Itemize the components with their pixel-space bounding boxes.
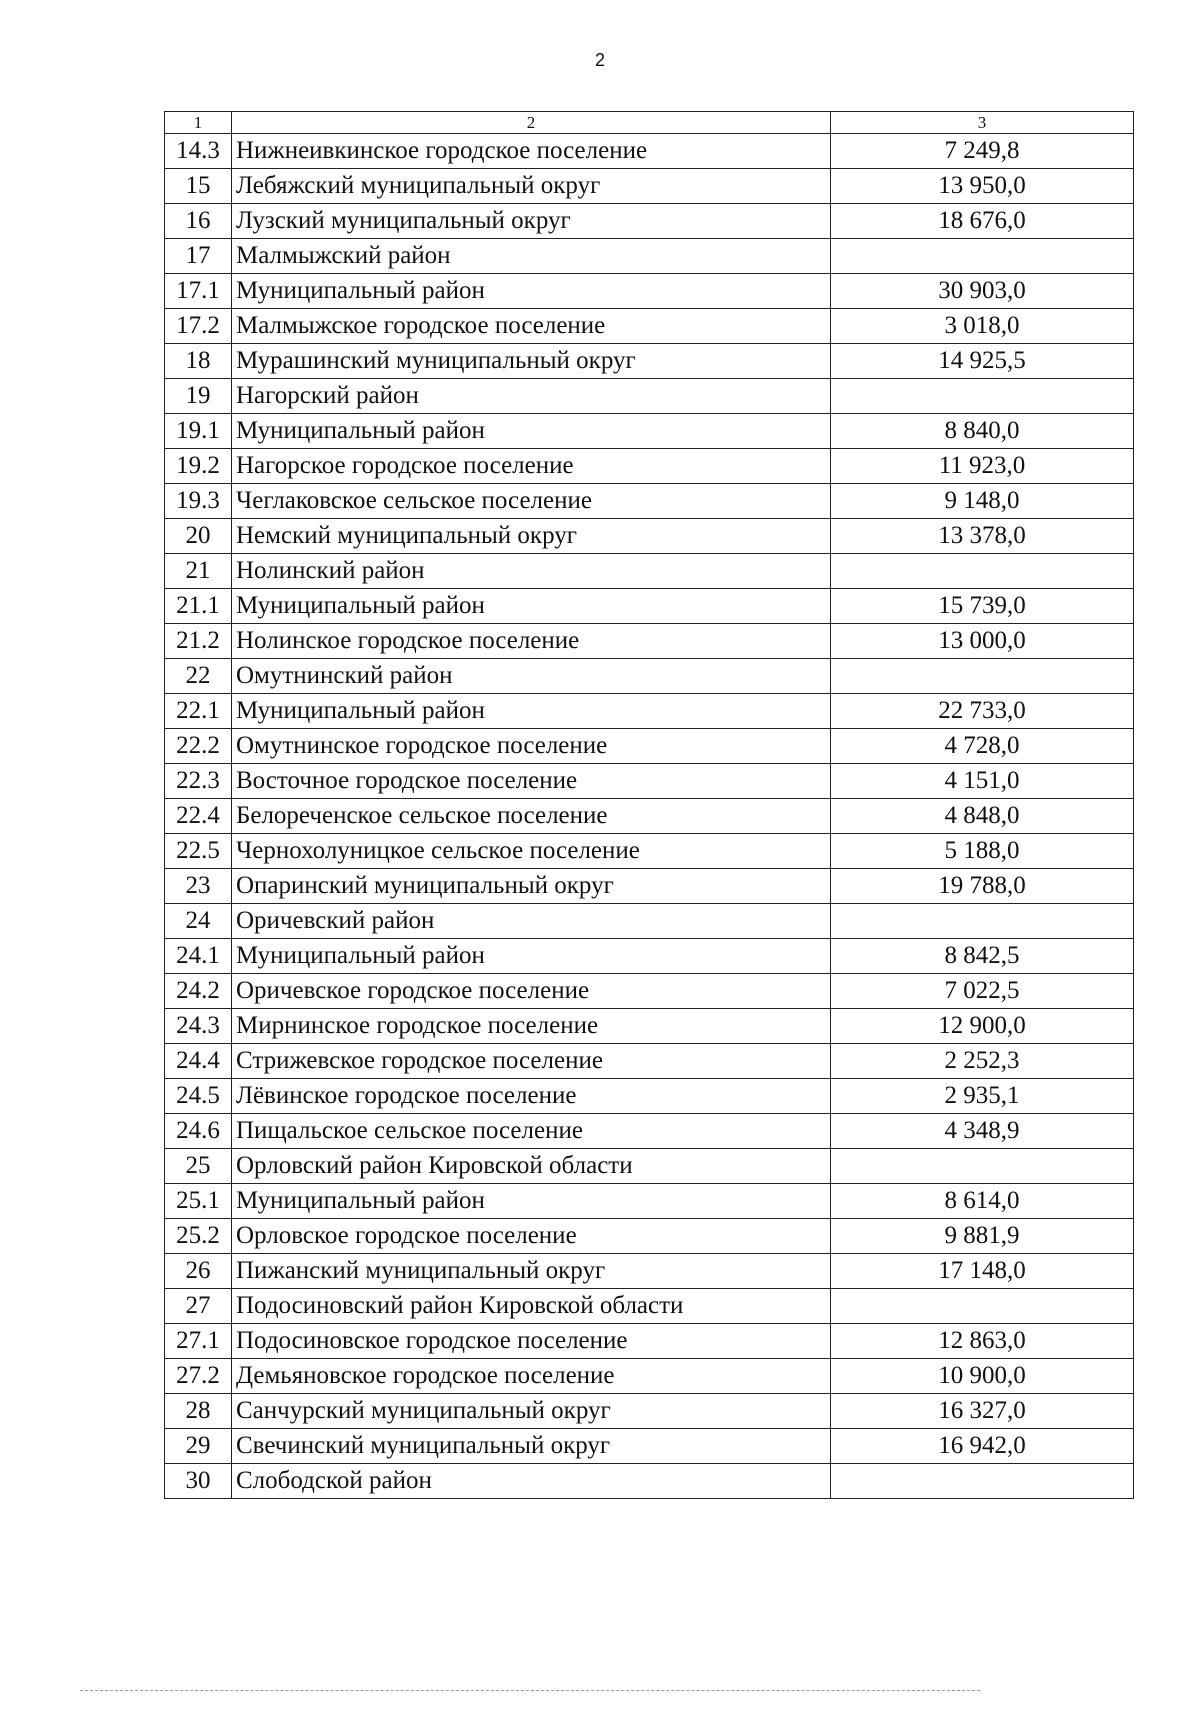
row-number-cell: 30	[165, 1464, 232, 1499]
row-number-cell: 24.3	[165, 1009, 232, 1044]
row-value-cell: 30 903,0	[831, 274, 1134, 309]
row-name-cell: Свечинский муниципальный округ	[232, 1429, 831, 1464]
table-row	[165, 1289, 1134, 1324]
table-row	[165, 1254, 1134, 1289]
table-row	[165, 1324, 1134, 1359]
row-value-cell: 9 148,0	[831, 484, 1134, 519]
row-value-cell: 19 788,0	[831, 869, 1134, 904]
table-row	[165, 589, 1134, 624]
row-number-cell: 22.2	[165, 729, 232, 764]
row-name-cell: Белореченское сельское поселение	[232, 799, 831, 834]
row-value-cell: 12 863,0	[831, 1324, 1134, 1359]
scan-artifact-line	[80, 1690, 980, 1693]
row-number-cell: 22	[165, 659, 232, 694]
header-cell-value: 3	[831, 112, 1134, 134]
row-number-cell: 20	[165, 519, 232, 554]
row-name-cell: Оричевский район	[232, 904, 831, 939]
row-number-cell: 22.3	[165, 764, 232, 799]
data-table	[164, 111, 1134, 1499]
row-name-cell: Муниципальный район	[232, 1184, 831, 1219]
row-name-cell: Нижнеивкинское городское поселение	[232, 134, 831, 169]
header-cell-name: 2	[232, 112, 831, 134]
table-row	[165, 239, 1134, 274]
table-row	[165, 169, 1134, 204]
row-name-cell: Лузский муниципальный округ	[232, 204, 831, 239]
row-name-cell: Лебяжский муниципальный округ	[232, 169, 831, 204]
row-number-cell: 27.2	[165, 1359, 232, 1394]
row-name-cell: Муниципальный район	[232, 414, 831, 449]
row-name-cell: Орловский район Кировской области	[232, 1149, 831, 1184]
row-name-cell: Орловское городское поселение	[232, 1219, 831, 1254]
row-number-cell: 23	[165, 869, 232, 904]
table-row	[165, 1114, 1134, 1149]
row-number-cell: 21.1	[165, 589, 232, 624]
row-number-cell: 25	[165, 1149, 232, 1184]
row-number-cell: 29	[165, 1429, 232, 1464]
table-header-row	[165, 112, 1134, 134]
table-row	[165, 1079, 1134, 1114]
row-value-cell	[831, 1464, 1134, 1499]
row-value-cell: 8 614,0	[831, 1184, 1134, 1219]
row-value-cell: 4 728,0	[831, 729, 1134, 764]
row-number-cell: 27.1	[165, 1324, 232, 1359]
row-name-cell: Чеглаковское сельское поселение	[232, 484, 831, 519]
table-row	[165, 1359, 1134, 1394]
row-value-cell: 16 327,0	[831, 1394, 1134, 1429]
row-value-cell: 10 900,0	[831, 1359, 1134, 1394]
table-row	[165, 799, 1134, 834]
table-row	[165, 1429, 1134, 1464]
table-row	[165, 344, 1134, 379]
table-row	[165, 694, 1134, 729]
row-name-cell: Муниципальный район	[232, 939, 831, 974]
row-value-cell	[831, 659, 1134, 694]
row-number-cell: 16	[165, 204, 232, 239]
row-name-cell: Омутнинский район	[232, 659, 831, 694]
table-row	[165, 379, 1134, 414]
row-name-cell: Малмыжский район	[232, 239, 831, 274]
row-number-cell: 22.4	[165, 799, 232, 834]
row-name-cell: Оричевское городское поселение	[232, 974, 831, 1009]
row-number-cell: 24.1	[165, 939, 232, 974]
row-value-cell	[831, 904, 1134, 939]
row-number-cell: 15	[165, 169, 232, 204]
row-name-cell: Подосиновский район Кировской области	[232, 1289, 831, 1324]
row-name-cell: Мурашинский муниципальный округ	[232, 344, 831, 379]
table-row	[165, 309, 1134, 344]
row-number-cell: 25.2	[165, 1219, 232, 1254]
row-number-cell: 24.4	[165, 1044, 232, 1079]
row-name-cell: Восточное городское поселение	[232, 764, 831, 799]
row-name-cell: Малмыжское городское поселение	[232, 309, 831, 344]
row-value-cell: 9 881,9	[831, 1219, 1134, 1254]
row-number-cell: 28	[165, 1394, 232, 1429]
row-name-cell: Чернохолуницкое сельское поселение	[232, 834, 831, 869]
row-number-cell: 24.2	[165, 974, 232, 1009]
row-value-cell: 4 348,9	[831, 1114, 1134, 1149]
row-value-cell: 12 900,0	[831, 1009, 1134, 1044]
row-number-cell: 17.1	[165, 274, 232, 309]
table-row	[165, 1394, 1134, 1429]
row-value-cell	[831, 554, 1134, 589]
row-number-cell: 19	[165, 379, 232, 414]
row-value-cell	[831, 1149, 1134, 1184]
row-value-cell: 16 942,0	[831, 1429, 1134, 1464]
row-number-cell: 18	[165, 344, 232, 379]
row-name-cell: Муниципальный район	[232, 589, 831, 624]
row-name-cell: Демьяновское городское поселение	[232, 1359, 831, 1394]
row-value-cell: 13 378,0	[831, 519, 1134, 554]
row-name-cell: Подосиновское городское поселение	[232, 1324, 831, 1359]
table-row	[165, 1219, 1134, 1254]
row-number-cell: 24.6	[165, 1114, 232, 1149]
table-row	[165, 134, 1134, 169]
row-name-cell: Немский муниципальный округ	[232, 519, 831, 554]
row-name-cell: Муниципальный район	[232, 694, 831, 729]
row-number-cell: 22.1	[165, 694, 232, 729]
row-value-cell: 22 733,0	[831, 694, 1134, 729]
row-number-cell: 19.2	[165, 449, 232, 484]
table-row	[165, 554, 1134, 589]
table-row	[165, 869, 1134, 904]
row-number-cell: 17.2	[165, 309, 232, 344]
row-name-cell: Пижанский муниципальный округ	[232, 1254, 831, 1289]
table-row	[165, 764, 1134, 799]
row-value-cell: 4 848,0	[831, 799, 1134, 834]
table-row	[165, 519, 1134, 554]
table-row	[165, 449, 1134, 484]
row-value-cell: 15 739,0	[831, 589, 1134, 624]
row-value-cell: 17 148,0	[831, 1254, 1134, 1289]
table-body	[165, 112, 1134, 1499]
row-number-cell: 22.5	[165, 834, 232, 869]
row-number-cell: 19.3	[165, 484, 232, 519]
row-value-cell: 5 188,0	[831, 834, 1134, 869]
table-row	[165, 939, 1134, 974]
row-name-cell: Слободской район	[232, 1464, 831, 1499]
row-value-cell: 7 249,8	[831, 134, 1134, 169]
table-row	[165, 729, 1134, 764]
row-value-cell: 14 925,5	[831, 344, 1134, 379]
row-name-cell: Муниципальный район	[232, 274, 831, 309]
header-cell-number: 1	[165, 112, 232, 134]
table-row	[165, 974, 1134, 1009]
row-value-cell: 8 842,5	[831, 939, 1134, 974]
table-row	[165, 834, 1134, 869]
row-number-cell: 25.1	[165, 1184, 232, 1219]
row-name-cell: Нагорское городское поселение	[232, 449, 831, 484]
row-value-cell: 13 950,0	[831, 169, 1134, 204]
row-name-cell: Стрижевское городское поселение	[232, 1044, 831, 1079]
row-value-cell	[831, 379, 1134, 414]
row-number-cell: 14.3	[165, 134, 232, 169]
table-row	[165, 484, 1134, 519]
row-name-cell: Нолинский район	[232, 554, 831, 589]
row-number-cell: 24.5	[165, 1079, 232, 1114]
row-value-cell: 2 252,3	[831, 1044, 1134, 1079]
table-row	[165, 274, 1134, 309]
row-number-cell: 24	[165, 904, 232, 939]
row-name-cell: Омутнинское городское поселение	[232, 729, 831, 764]
row-value-cell	[831, 239, 1134, 274]
row-name-cell: Нолинское городское поселение	[232, 624, 831, 659]
row-value-cell	[831, 1289, 1134, 1324]
table-row	[165, 624, 1134, 659]
row-value-cell: 2 935,1	[831, 1079, 1134, 1114]
row-name-cell: Опаринский муниципальный округ	[232, 869, 831, 904]
row-value-cell: 11 923,0	[831, 449, 1134, 484]
table-row	[165, 204, 1134, 239]
row-name-cell: Лёвинское городское поселение	[232, 1079, 831, 1114]
row-value-cell: 8 840,0	[831, 414, 1134, 449]
row-value-cell: 18 676,0	[831, 204, 1134, 239]
row-number-cell: 21	[165, 554, 232, 589]
table-row	[165, 1149, 1134, 1184]
row-name-cell: Пищальское сельское поселение	[232, 1114, 831, 1149]
table-row	[165, 904, 1134, 939]
row-name-cell: Мирнинское городское поселение	[232, 1009, 831, 1044]
table-row	[165, 1464, 1134, 1499]
page-number: 2	[594, 50, 605, 70]
row-number-cell: 27	[165, 1289, 232, 1324]
row-value-cell: 3 018,0	[831, 309, 1134, 344]
row-name-cell: Нагорский район	[232, 379, 831, 414]
row-number-cell: 21.2	[165, 624, 232, 659]
row-number-cell: 17	[165, 239, 232, 274]
row-value-cell: 4 151,0	[831, 764, 1134, 799]
table-row	[165, 414, 1134, 449]
table-row	[165, 1009, 1134, 1044]
row-value-cell: 7 022,5	[831, 974, 1134, 1009]
row-number-cell: 19.1	[165, 414, 232, 449]
table-row	[165, 659, 1134, 694]
row-name-cell: Санчурский муниципальный округ	[232, 1394, 831, 1429]
table-row	[165, 1184, 1134, 1219]
row-number-cell: 26	[165, 1254, 232, 1289]
table-row	[165, 1044, 1134, 1079]
row-value-cell: 13 000,0	[831, 624, 1134, 659]
